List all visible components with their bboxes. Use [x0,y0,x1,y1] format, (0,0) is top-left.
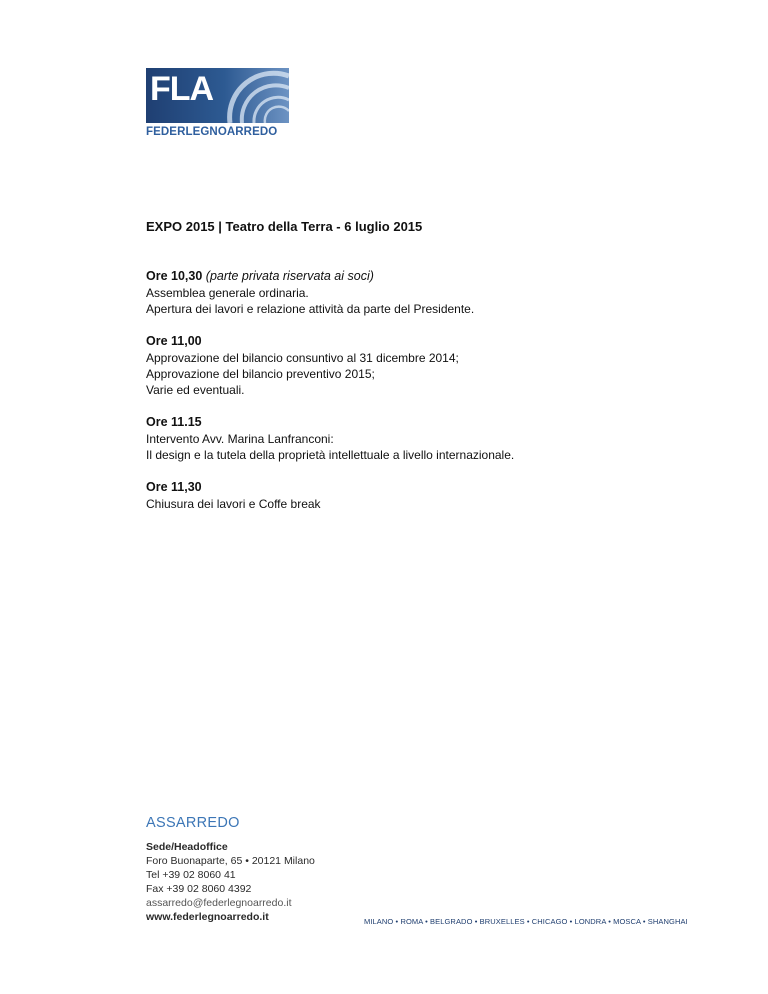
agenda-line: Chiusura dei lavori e Coffe break [146,497,321,511]
agenda-line: Il design e la tutela della proprietà intellettuale a livello internazionale. [146,448,515,462]
agenda-time: Ore 11.15 [146,415,202,429]
agenda-time-line [146,414,706,431]
agenda-time: Ore 10,30 [146,269,203,283]
footer-cities: MILANO • ROMA • BELGRADO • BRUXELLES • CHICAGO • LONDRA • MOSCA • SHANGHAI [364,917,688,926]
agenda-time-line [146,479,706,496]
footer-heading: Sede/Headoffice [146,841,228,853]
document-title: EXPO 2015 | Teatro della Terra - 6 luglio 2015 [146,219,423,234]
logo-caption: FEDERLEGNOARREDO [146,126,278,138]
footer-organization: ASSARREDO [146,815,240,831]
footer-website-link[interactable]: www.federlegnoarredo.it [146,911,269,923]
logo-emblem [146,68,289,123]
agenda-time: Ore 11,30 [146,480,202,494]
agenda-line: Intervento Avv. Marina Lanfranconi: [146,432,334,446]
agenda-line: Assemblea generale ordinaria. [146,286,309,300]
footer [146,815,315,924]
footer-address: Foro Buonaparte, 65 • 20121 Milano [146,855,315,867]
agenda-time-line [146,268,706,285]
footer-tel: Tel +39 02 8060 41 [146,869,236,881]
fla-logo [146,68,289,138]
agenda-item [146,333,706,398]
agenda-time-line [146,333,706,350]
agenda-item [146,479,706,512]
agenda-time: Ore 11,00 [146,334,202,348]
agenda-item [146,414,706,463]
footer-fax: Fax +39 02 8060 4392 [146,883,252,895]
agenda-item [146,268,706,317]
agenda-note: (parte privata riservata ai soci) [205,269,374,283]
agenda-line: Approvazione del bilancio consuntivo al 31 dicembre 2014; [146,351,459,365]
agenda-line: Apertura dei lavori e relazione attività da parte del Presidente. [146,302,475,316]
agenda-line: Varie ed eventuali. [146,383,245,397]
logo-letters: FLA [150,70,214,108]
footer-email-link[interactable]: assarredo@federlegnoarredo.it [146,897,292,909]
agenda-line: Approvazione del bilancio preventivo 2015; [146,367,375,381]
agenda [146,268,706,528]
